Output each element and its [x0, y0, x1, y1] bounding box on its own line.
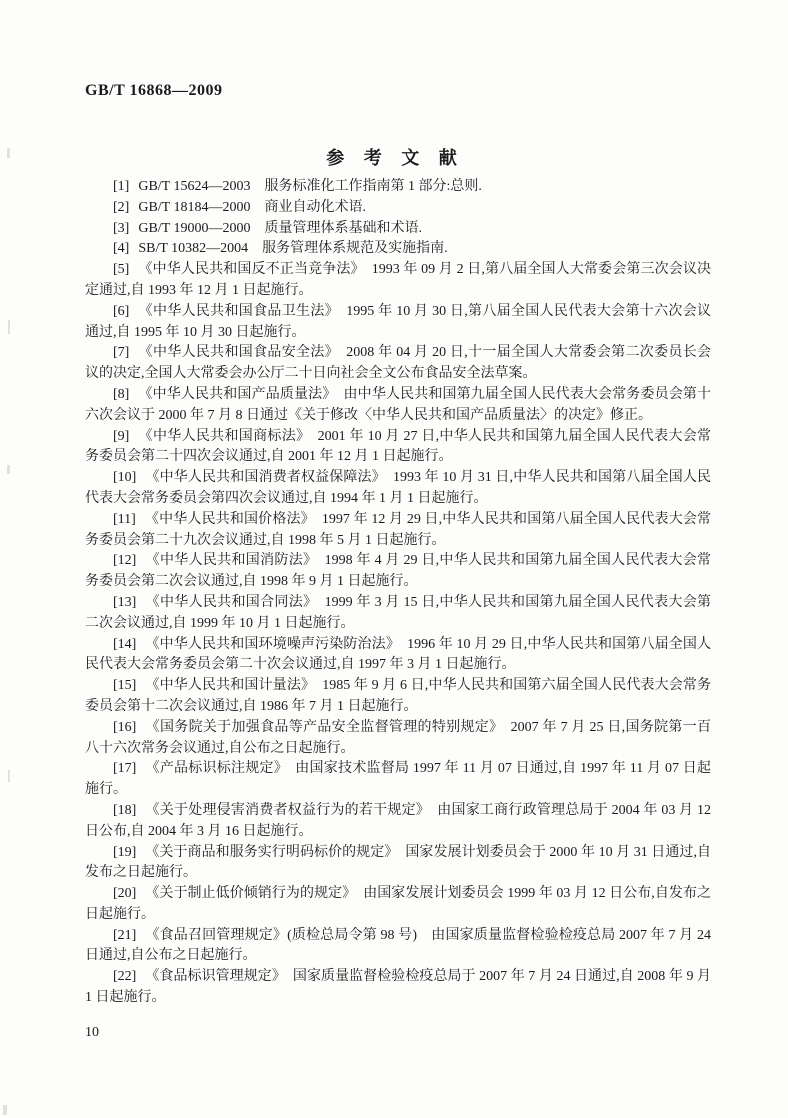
reference-text: 《关于制止低价倾销行为的规定》 由国家发展计划委员会 1999 年 03 月 12 日公布,自发布之日起施行。: [85, 886, 711, 922]
reference-text: 《中华人民共和国产品质量法》 由中华人民共和国第九届全国人民代表大会常务委员会第十六次会议于 2000 年 7 月 8 日通过《关于修改〈中华人民共和国产品质量法〉的决定》修正。: [85, 386, 711, 423]
scan-artifact: [8, 320, 10, 334]
reference-text: GB/T 18184—2000 商业自动化术语.: [138, 199, 366, 215]
reference-item: [85, 427, 711, 469]
reference-text: 《中华人民共和国消费者权益保障法》 1993 年 10 月 31 日,中华人民共和国第八届全国人民代表大会常务委员会第四次会议通过,自 1994 年 1 月 1 日起施行。: [85, 470, 711, 506]
reference-label: [16]: [113, 719, 137, 735]
page-number: 10: [85, 1025, 99, 1040]
reference-item: [85, 759, 711, 801]
reference-label: [3]: [113, 220, 130, 236]
reference-text: 《中华人民共和国商标法》 2001 年 10 月 27 日,中华人民共和国第九届全国人民代表大会常务委员会第二十四次会议通过,自 2001 年 12 月 1 日起施行。: [85, 428, 711, 465]
reference-item: [85, 551, 711, 593]
reference-text: 《食品召回管理规定》(质检总局令第 98 号) 由国家质量监督检验检疫总局 2007 年 7 月 24 日通过,自公布之日起施行。: [85, 927, 711, 964]
scan-artifact: [7, 465, 10, 474]
reference-label: [2]: [113, 199, 130, 215]
reference-text: GB/T 15624—2003 服务标准化工作指南第 1 部分:总则.: [138, 179, 482, 194]
reference-item: [85, 177, 711, 198]
reference-text: SB/T 10382—2004 服务管理体系规范及实施指南.: [138, 241, 448, 257]
reference-label: [8]: [113, 386, 130, 402]
reference-label: [15]: [113, 678, 137, 694]
reference-item: [85, 468, 711, 510]
reference-item: [85, 239, 711, 260]
reference-label: [18]: [113, 802, 137, 818]
reference-text: GB/T 19000—2000 质量管理体系基础和术语.: [138, 220, 422, 236]
reference-label: [20]: [113, 886, 137, 902]
reference-label: [6]: [113, 303, 130, 319]
reference-label: [19]: [113, 844, 137, 860]
reference-text: 《关于商品和服务实行明码标价的规定》 国家发展计划委员会于 2000 年 10 月 31 日通过,自发布之日起施行。: [85, 844, 711, 881]
standard-number-header: GB/T 16868—2009: [85, 82, 223, 99]
reference-item: [85, 198, 711, 219]
reference-item: [85, 718, 711, 760]
reference-item: [85, 676, 711, 718]
reference-item: [85, 219, 711, 240]
reference-item: [85, 843, 711, 885]
reference-label: [17]: [113, 761, 137, 777]
reference-label: [1]: [113, 179, 130, 194]
reference-text: 《食品标识管理规定》 国家质量监督检验检疫总局于 2007 年 7 月 24 日通过,自 2008 年 9 月 1 日起施行。: [85, 969, 711, 1006]
reference-label: [7]: [113, 345, 130, 361]
reference-text: 《国务院关于加强食品等产品安全监督管理的特别规定》 2007 年 7 月 25 日,国务院第一百八十六次常务会议通过,自公布之日起施行。: [85, 719, 711, 756]
reference-item: [85, 593, 711, 635]
reference-text: 《关于处理侵害消费者权益行为的若干规定》 由国家工商行政管理总局于 2004 年 03 月 12 日公布,自 2004 年 3 月 16 日起施行。: [85, 802, 711, 839]
reference-item: [85, 884, 711, 926]
reference-item: [85, 302, 711, 344]
reference-text: 《中华人民共和国食品安全法》 2008 年 04 月 20 日,十一届全国人大常委会第二次委员长会议的决定,全国人大常委会办公厅二十日向社会全文公布食品安全法草案。: [85, 345, 711, 382]
reference-item: [85, 635, 711, 677]
reference-item: [85, 385, 711, 427]
reference-label: [11]: [113, 511, 136, 527]
reference-label: [21]: [113, 927, 137, 943]
reference-label: [4]: [113, 241, 130, 257]
reference-text: 《产品标识标注规定》 由国家技术监督局 1997 年 11 月 07 日通过,自 1997 年 11 月 07 日起施行。: [85, 761, 711, 798]
reference-text: 《中华人民共和国合同法》 1999 年 3 月 15 日,中华人民共和国第九届全国人民代表大会第二次会议通过,自 1999 年 10 月 1 日起施行。: [85, 594, 711, 631]
reference-label: [14]: [113, 636, 137, 652]
reference-text: 《中华人民共和国价格法》 1997 年 12 月 29 日,中华人民共和国第八届全国人民代表大会常务委员会第二十九次会议通过,自 1998 年 5 月 1 日起施行。: [85, 511, 711, 548]
reference-text: 《中华人民共和国计量法》 1985 年 9 月 6 日,中华人民共和国第六届全国人民代表大会常务委员会第十二次会议通过,自 1986 年 7 月 1 日起施行。: [85, 678, 711, 714]
reference-label: [12]: [113, 553, 137, 569]
reference-label: [9]: [113, 428, 130, 444]
reference-item: [85, 343, 711, 385]
scan-artifact: [3, 1105, 7, 1115]
reference-item: [85, 801, 711, 843]
reference-label: [5]: [113, 262, 130, 278]
reference-item: [85, 510, 711, 552]
reference-label: [13]: [113, 594, 137, 610]
page-title: 参 考 文 献: [326, 148, 462, 168]
scan-artifact: [8, 770, 10, 782]
reference-text: 《中华人民共和国食品卫生法》 1995 年 10 月 30 日,第八届全国人民代表大会第十六次会议通过,自 1995 年 10 月 30 日起施行。: [85, 303, 711, 340]
reference-label: [10]: [113, 470, 137, 486]
reference-label: [22]: [113, 969, 137, 985]
reference-item: [85, 926, 711, 968]
reference-text: 《中华人民共和国环境噪声污染防治法》 1996 年 10 月 29 日,中华人民共和国第八届全国人民代表大会常务委员会第二十次会议通过,自 1997 年 3 月 1 日起施行。: [85, 636, 711, 673]
reference-text: 《中华人民共和国消防法》 1998 年 4 月 29 日,中华人民共和国第九届全国人民代表大会常务委员会第二次会议通过,自 1998 年 9 月 1 日起施行。: [85, 553, 711, 590]
reference-text: 《中华人民共和国反不正当竞争法》 1993 年 09 月 2 日,第八届全国人大常委会第三次会议决定通过,自 1993 年 12 月 1 日起施行。: [85, 262, 711, 298]
reference-item: [85, 260, 711, 302]
reference-item: [85, 967, 711, 1009]
references-list: [85, 177, 711, 1009]
